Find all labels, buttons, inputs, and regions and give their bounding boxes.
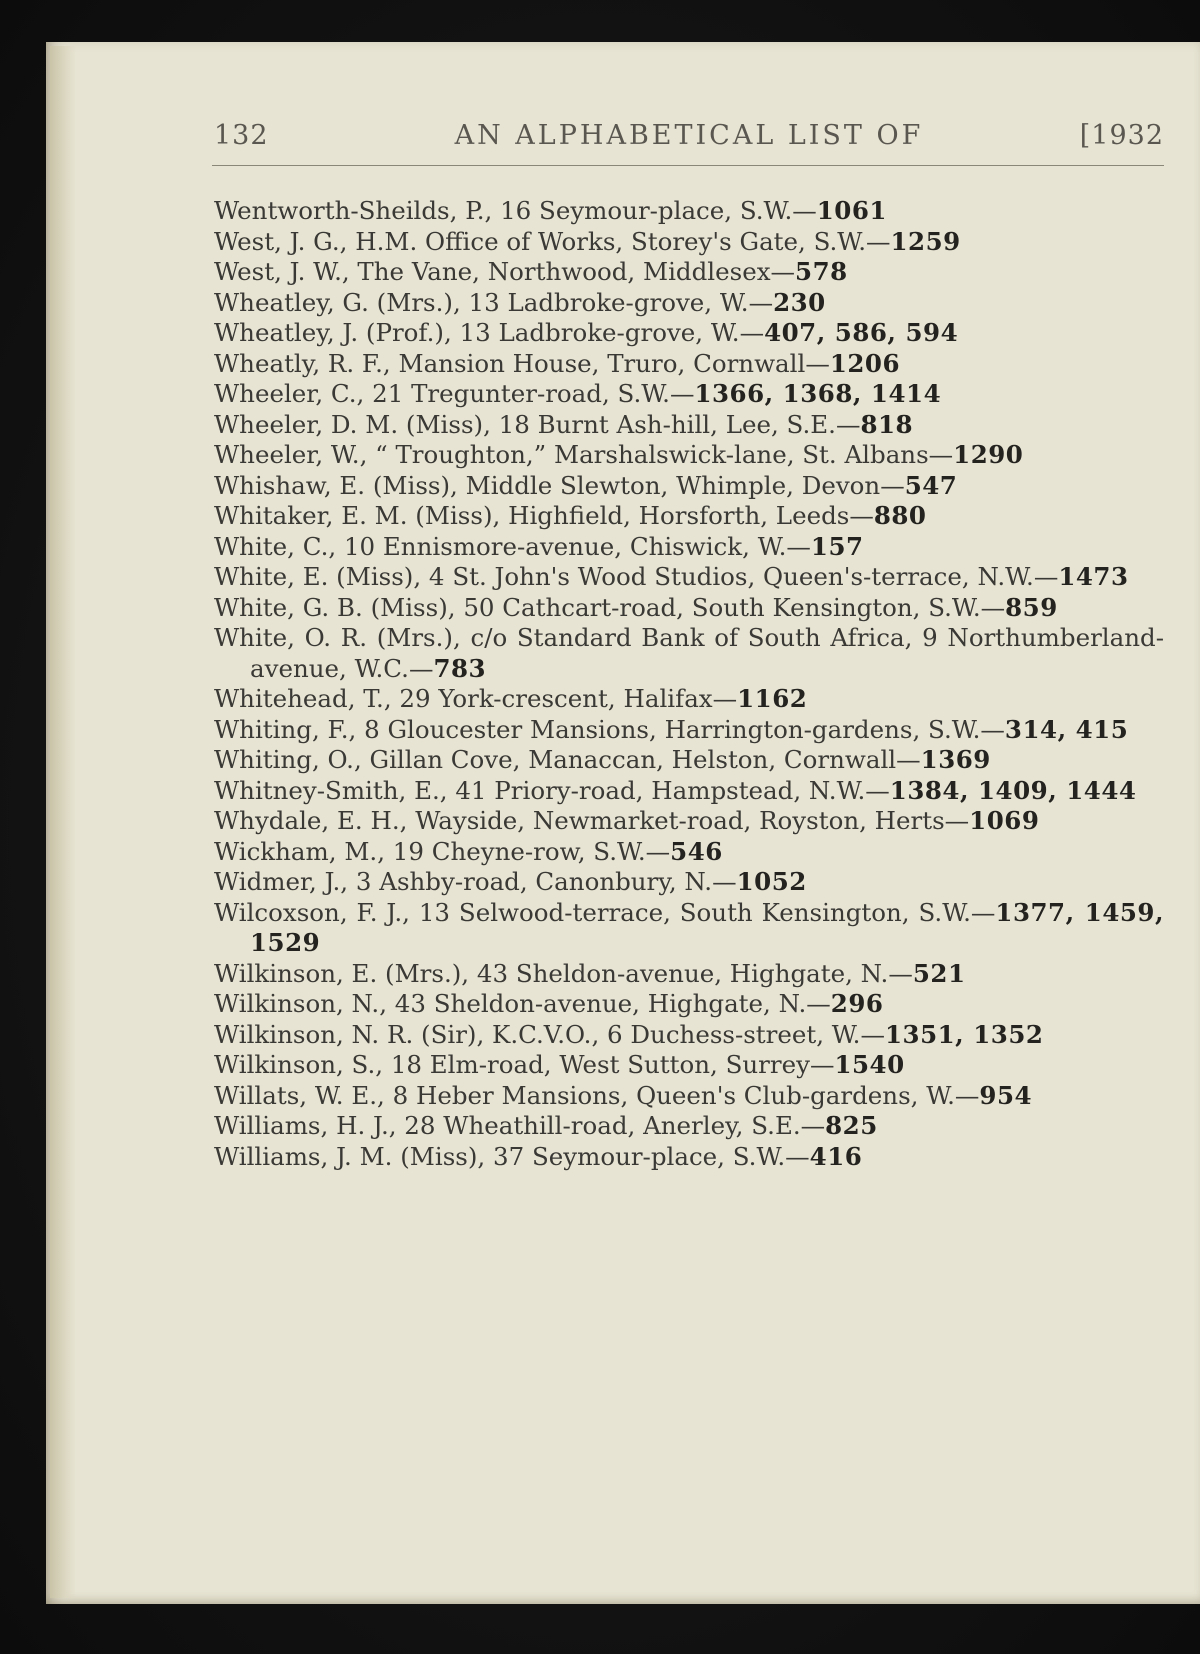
entry-text: Wilkinson, N. R. (Sir), K.C.V.O., 6 Duchess-street, W. (214, 1019, 861, 1049)
list-item (214, 593, 1164, 624)
list-item (214, 745, 1164, 776)
entry-numbers: 1290 (953, 440, 1024, 469)
entry-numbers: 1366, 1368, 1414 (694, 379, 942, 408)
entry-text: Wilkinson, E. (Mrs.), 43 Sheldon-avenue, Highgate, N. (214, 958, 889, 988)
list-item (214, 1081, 1164, 1112)
running-title: AN ALPHABETICAL LIST OF (454, 120, 924, 151)
entry-numbers: 230 (773, 287, 826, 317)
list-item (214, 776, 1164, 807)
entry-text: White, G. B. (Miss), 50 Cathcart-road, South Kensington, S.W. (214, 592, 981, 622)
entry-dash: — (980, 714, 1005, 744)
entry-numbers: 1052 (736, 867, 807, 896)
list-item (214, 1050, 1164, 1081)
list-item (214, 196, 1164, 227)
entry-text: West, J. G., H.M. Office of Works, Storey's Gate, S.W. (214, 226, 866, 256)
entry-numbers: 296 (830, 989, 884, 1018)
entry-dash: — (865, 226, 891, 256)
entry-text: Wheeler, W., “ Troughton,” Marshalswick-lane, St. Albans (214, 440, 929, 469)
entry-text: Wheeler, C., 21 Tregunter-road, S.W. (214, 379, 670, 408)
entry-text: Whitney-Smith, E., 41 Priory-road, Hampstead, N.W. (214, 775, 866, 805)
entry-numbers: 578 (795, 257, 848, 286)
entry-text: Wheatley, G. (Mrs.), 13 Ladbroke-grove, W. (214, 287, 749, 317)
entry-dash: — (880, 470, 905, 500)
entry-dash: — (785, 1141, 810, 1171)
entry-numbers: 547 (904, 470, 958, 500)
list-item (214, 532, 1164, 563)
entry-numbers: 783 (433, 653, 487, 683)
entry-numbers: 314, 415 (1004, 714, 1129, 744)
entry-dash: — (800, 1111, 826, 1140)
list-item (214, 989, 1164, 1020)
entry-numbers: 954 (979, 1080, 1033, 1110)
list-item (214, 684, 1164, 715)
page-header (214, 120, 1164, 160)
entry-dash: — (980, 592, 1006, 622)
entry-numbers: 416 (809, 1141, 863, 1171)
entry-dash: — (860, 1019, 885, 1049)
entry-dash: — (1033, 562, 1059, 591)
entry-numbers: 1384, 1409, 1444 (889, 775, 1137, 805)
list-item (214, 1020, 1164, 1051)
list-item (214, 471, 1164, 502)
entry-dash: — (712, 684, 738, 713)
header-rule (212, 165, 1164, 166)
list-item (214, 227, 1164, 258)
entry-numbers: 521 (912, 958, 966, 988)
entry-dash: — (645, 836, 671, 866)
entry-text: Whitehead, T., 29 York-crescent, Halifax (214, 684, 713, 713)
entry-dash: — (928, 440, 954, 469)
entry-text: Whishaw, E. (Miss), Middle Slewton, Whimple, Devon (214, 470, 881, 500)
entry-text: Williams, J. M. (Miss), 37 Seymour-place, S.W. (214, 1141, 786, 1171)
list-item (214, 1111, 1164, 1142)
entry-dash: — (896, 745, 921, 774)
entry-numbers: 818 (860, 409, 914, 439)
entry-numbers: 1162 (737, 684, 808, 713)
list-item (214, 623, 1164, 684)
entry-numbers: 1069 (969, 806, 1040, 835)
list-item (214, 867, 1164, 898)
entry-dash: — (806, 989, 831, 1018)
entry-dash: — (669, 379, 695, 408)
entry-text: White, E. (Miss), 4 St. John's Wood Studios, Queen's-terrace, N.W. (214, 562, 1034, 591)
entry-dash: — (805, 348, 830, 378)
page-gutter-edge (50, 46, 76, 1598)
entry-numbers: 1377, 1459, 1529 (250, 897, 1164, 957)
list-item (214, 806, 1164, 837)
entry-dash: — (809, 1050, 835, 1079)
list-item (214, 410, 1164, 441)
entry-text: White, O. R. (Mrs.), c/o Standard Bank of South Africa, 9 Northumberland-avenue, W.C. (214, 623, 1164, 683)
entry-dash: — (970, 897, 996, 927)
member-list (214, 196, 1164, 1172)
entry-text: Whitaker, E. M. (Miss), Highfield, Horsforth, Leeds (214, 501, 850, 530)
entry-text: Willats, W. E., 8 Heber Mansions, Queen's Club-gardens, W. (214, 1080, 955, 1110)
entry-dash: — (888, 958, 913, 988)
entry-numbers: 859 (1005, 592, 1058, 622)
year-label: [1932 (1079, 120, 1164, 151)
entry-numbers: 825 (825, 1111, 878, 1140)
list-item (214, 501, 1164, 532)
list-item (214, 959, 1164, 990)
entry-numbers: 1473 (1058, 562, 1129, 591)
entry-dash: — (954, 1080, 980, 1110)
list-item (214, 898, 1164, 959)
entry-dash: — (408, 653, 434, 683)
entry-dash: — (835, 409, 861, 439)
entry-dash: — (944, 806, 970, 835)
page-number: 132 (214, 120, 269, 151)
entry-dash: — (865, 775, 890, 805)
entry-text: Wilcoxson, F. J., 13 Selwood-terrace, South Kensington, S.W. (214, 897, 971, 927)
entry-text: Wheeler, D. M. (Miss), 18 Burnt Ash-hill, Lee, S.E. (214, 409, 836, 439)
entry-text: Whiting, O., Gillan Cove, Manaccan, Helston, Cornwall (214, 745, 897, 774)
entry-numbers: 546 (670, 836, 723, 866)
entry-text: West, J. W., The Vane, Northwood, Middlesex (214, 257, 771, 286)
list-item (214, 318, 1164, 349)
entry-numbers: 1540 (834, 1050, 905, 1079)
list-item (214, 562, 1164, 593)
entry-dash: — (849, 501, 874, 530)
list-item (214, 349, 1164, 380)
entry-numbers: 157 (810, 531, 864, 561)
entry-dash: — (712, 867, 737, 896)
list-item (214, 288, 1164, 319)
entry-numbers: 1259 (890, 226, 961, 256)
list-item (214, 837, 1164, 868)
entry-numbers: 407, 586, 594 (764, 318, 959, 347)
entry-text: Wilkinson, N., 43 Sheldon-avenue, Highgate, N. (214, 989, 807, 1018)
entry-text: Wheatly, R. F., Mansion House, Truro, Cornwall (214, 348, 806, 378)
entry-text: White, C., 10 Ennismore-avenue, Chiswick, W. (214, 531, 787, 561)
entry-dash: — (792, 196, 817, 225)
entry-text: Wilkinson, S., 18 Elm-road, West Sutton, Surrey (214, 1050, 810, 1079)
entry-text: Widmer, J., 3 Ashby-road, Canonbury, N. (214, 867, 713, 896)
entry-text: Whiting, F., 8 Gloucester Mansions, Harrington-gardens, S.W. (214, 714, 981, 744)
entry-numbers: 880 (873, 501, 927, 530)
list-item (214, 257, 1164, 288)
entry-text: Wheatley, J. (Prof.), 13 Ladbroke-grove, W. (214, 318, 740, 347)
entry-numbers: 1369 (920, 745, 991, 774)
entry-text: Williams, H. J., 28 Wheathill-road, Anerley, S.E. (214, 1111, 801, 1140)
entry-dash: — (748, 287, 774, 317)
entry-text: Wickham, M., 19 Cheyne-row, S.W. (214, 836, 646, 866)
entry-numbers: 1351, 1352 (884, 1019, 1044, 1049)
entry-dash: — (739, 318, 765, 347)
entry-numbers: 1206 (829, 348, 901, 378)
entry-text: Whydale, E. H., Wayside, Newmarket-road, Royston, Herts (214, 806, 945, 835)
list-item (214, 1142, 1164, 1173)
entry-dash: — (770, 257, 796, 286)
list-item (214, 715, 1164, 746)
list-item (214, 379, 1164, 410)
entry-text: Wentworth-Sheilds, P., 16 Seymour-place, S.W. (214, 196, 793, 225)
list-item (214, 440, 1164, 471)
entry-numbers: 1061 (816, 196, 887, 225)
entry-dash: — (786, 531, 811, 561)
